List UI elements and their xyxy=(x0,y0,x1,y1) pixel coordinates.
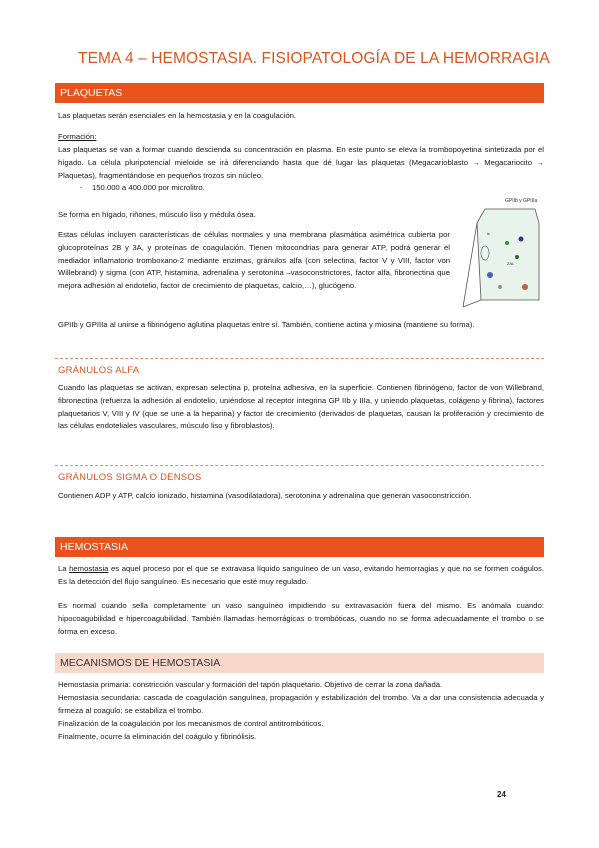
section-header-mecanismos: MECANISMOS DE HEMOSTASIA xyxy=(55,653,544,673)
gpiib-text: GPIIb y GPIIIa al unirse a fibrinógeno aglutina plaquetas entre sí. También, contiene actina y miosina (mantiene su forma). xyxy=(58,320,475,329)
section-header-plaquetas: PLAQUETAS xyxy=(55,83,544,103)
subheading-granulos-alfa: GRÁNULOS ALFA xyxy=(58,365,140,376)
formacion-heading: Formación: xyxy=(58,132,97,141)
platelet-diagram xyxy=(455,195,545,313)
forma-text: Se forma en hígado, riñones, músculo liso y médula ósea. xyxy=(58,210,256,219)
hemostasia-rest: es aquel proceso por el que se extravasa líquido sanguíneo de un vaso, evitando hemorragias y que no se formen coágulos. Es la detección del flujo sanguíneo. Es necesario que esté muy regulado. xyxy=(58,564,544,586)
granulos-alfa-text: Cuando las plaquetas se activan, expresan selectina p, proteína adhesiva, en la superficie. Contienen fibrinógeno, factor de von Willebrand, fibronectina (refuerza la adhesión al endotelio, uniéndose al receptor integrina GP IIb y IIIa, y uniendo plaquetas, colágeno y fibrina), factores plaquetarios V, VIII y IV (que se une a la heparina) y factor de crecimiento (derivados de plaquetas, causan la proliferación y crecimiento de las células endoteliales vasculares, músculo liso y fibroblastos). xyxy=(58,383,544,431)
caracteristicas-text: Estas células incluyen características de células normales y una membrana plasmática asimétrica cubierta por glucoproteínas 2B y 3A, y proteínas de coagulación. Tienen mitocondrias para generar ATP, podrá generar el mediador inflamatorio tromboxano-2 mediante enzimas, gránulos alfa (con selectina, factor V y VIII, factor von Willebrand) y sigma (con ATP, histamina, adrenalina y serotonina –vasoconstrictores, factor alfa, fibronectina que mejora adhesión al endotelio, factor de crecimiento de plaquetas, calcio,…), glucógeno. xyxy=(58,230,450,291)
hemostasia-term: hemostasia xyxy=(69,564,109,573)
svg-text:ls: ls xyxy=(487,231,490,236)
page-title: TEMA 4 – HEMOSTASIA. FISIOPATOLOGÍA DE LA HEMORRAGIA xyxy=(78,50,550,67)
bullet-dash: - xyxy=(80,183,83,192)
figure-label: GPIIb y GPIIIa xyxy=(505,198,538,204)
granulos-sigma-text: Contienen ADP y ATP, calcio ionizado, histamina (vasodilatadora), serotonina y adrenalina que generan vasoconstricción. xyxy=(58,491,472,500)
page-number: 24 xyxy=(497,790,506,799)
hemostasia-primaria: Hemostasia primaria: constricción vascular y formación del tapón plaquetario. Objetivo de cerrar la zona dañada. xyxy=(58,680,443,689)
svg-text:ZAL: ZAL xyxy=(507,261,515,266)
section-header-hemostasia: HEMOSTASIA xyxy=(55,537,544,557)
formacion-text: Las plaquetas se van a formar cuando descienda su concentración en plasma. En este punto se eleva la trombopoyetina sintetizada por el hígado. La célula pluripotencial mieloide se irá diferenciando hasta que dé lugar las plaquetas (Megacarioblasto → Megacariocito → Plaquetas), fragmentándose en pequeños trozos sin núcleo. xyxy=(58,145,544,180)
plaquetas-intro: Las plaquetas serán esenciales en la hemostasia y en la coagulación. xyxy=(58,111,297,120)
hemostasia-secundaria: Hemostasia secundaria: cascada de coagulación sanguínea, propagación y estabilización del trombo. Va a dar una consistencia adecuada y firmeza al coagulo; se estabiliza el trombo. xyxy=(58,693,544,715)
divider xyxy=(55,358,544,359)
hemostasia-normal-text: Es normal cuando sella completamente un vaso sanguíneo impidiendo su extravasación fuera del mismo. Es anómala cuando: hipocoagubilidad e hipercoagubilidad. También llamadas hemorrágicas o trombóticas, cuando no se forma adecuadamente el trombo o se forma en exceso. xyxy=(58,601,544,636)
subheading-granulos-sigma: GRÁNULOS SIGMA O DENSOS xyxy=(58,472,202,483)
finalmente-text: Finalmente, ocurre la eliminación del coágulo y fibrinólisis. xyxy=(58,732,257,741)
finalizacion-text: Finalización de la coagulación por los mecanismos de control antitrombóticos. xyxy=(58,719,324,728)
divider xyxy=(55,465,544,466)
bullet-text: 150.000 a 400.000 por microlitro. xyxy=(92,183,205,192)
hemostasia-prefix: La xyxy=(58,564,70,573)
hemostasia-definition xyxy=(58,563,544,589)
bullet-item xyxy=(80,182,205,195)
